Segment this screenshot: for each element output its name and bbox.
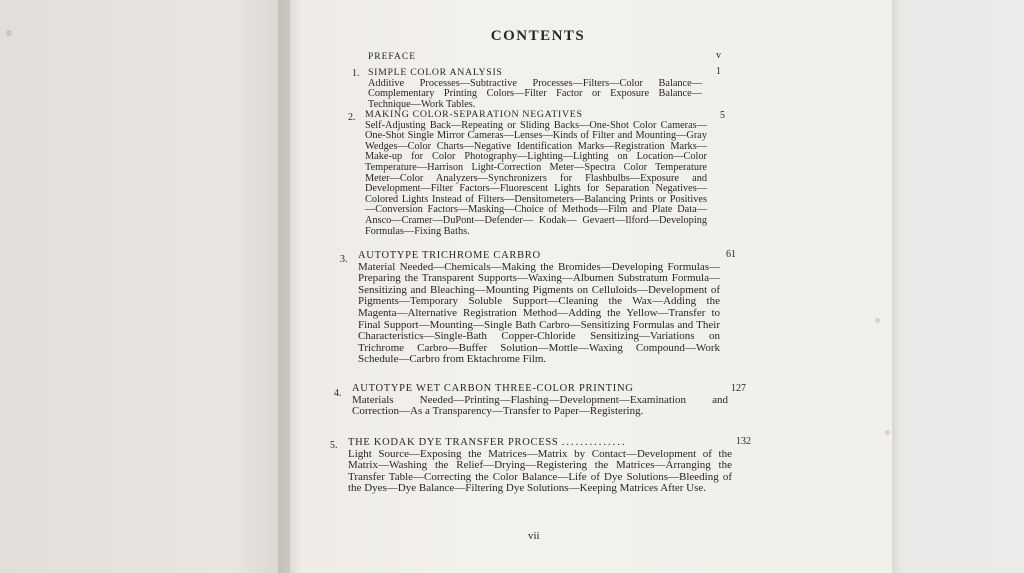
chapter-number: 3. xyxy=(340,254,348,265)
contents-entry xyxy=(348,437,732,495)
chapter-page-number: 132 xyxy=(736,436,751,447)
leader-dots: .............. xyxy=(561,437,627,448)
chapter-title: AUTOTYPE TRICHROME CARBRO xyxy=(358,250,541,261)
chapter-page-number: 1 xyxy=(716,66,721,77)
table-of-contents xyxy=(290,0,892,573)
left-page xyxy=(0,0,290,573)
chapter-topics: Additive Processes—Subtractive Processes—Filters—Color Balance—Complementary Printing Colors—Filter Factor or Exposure Balance—Technique—Work Tables. xyxy=(368,77,702,110)
page-title: CONTENTS xyxy=(490,28,586,44)
chapter-page-number: 61 xyxy=(726,249,736,260)
chapter-topics: Light Source—Exposing the Matrices—Matrix by Contact—Development of the Matrix—Washing the Relief—Drying—Registering the Matrices—Arranging the Transfer Table—Correcting the Color Balance—Life of Dye Solutions—Bleeding of the Dyes—Dye Balance—Filtering Dye Solutions—Keeping Matrices After Use. xyxy=(348,447,732,495)
chapter-title: AUTOTYPE WET CARBON THREE-COLOR PRINTING xyxy=(352,383,634,394)
chapter-number: 1. xyxy=(352,68,360,79)
page-folio: vii xyxy=(528,530,540,542)
chapter-topics: Self-Adjusting Back—Repeating or Sliding Backs—One-Shot Color Cameras—One-Shot Single Mirror Cameras—Lenses—Kinds of Filter and Mounting—Gray Wedges—Color Charts—Negative Identification Marks—Registration Marks—Make-up for Color Photography—Lighting—Lighting on Location—Color Temperature—Harrison Light-Correction Meter—Spectra Color Temperature Meter—Color Analyzers—Synchronizers for Flashbulbs—Exposure and Development—Filter Factors—Fluorescent Lights for Separation Negatives—Colored Lights Instead of Filters—Densitometers—Balancing Prints or Positives—Conversion Factors—Masking—Choice of Methods—Film and Plate Data—Ansco—Cramer—DuPont—Defender— Kodak— Gevaert—Ilford—Developing Formulas—Fixing Baths. xyxy=(365,119,707,237)
chapter-number: 4. xyxy=(334,388,342,399)
preface-page-number: v xyxy=(716,50,721,61)
contents-entry xyxy=(368,68,702,110)
chapter-page-number: 5 xyxy=(720,110,725,121)
chapter-number: 2. xyxy=(348,112,356,123)
chapter-number: 5. xyxy=(330,440,338,451)
chapter-topics: Materials Needed—Printing—Flashing—Development—Examination and Correction—As a Transparency—Transfer to Paper—Registering. xyxy=(352,393,728,418)
chapter-page-number: 127 xyxy=(731,383,746,394)
chapter-topics: Material Needed—Chemicals—Making the Bromides—Developing Formulas—Preparing the Transparent Supports—Waxing—Albumen Substratum Formula—Sensitizing and Bleaching—Mounting Pigments on Celluloids—Development of Pigments—Temporary Soluble Support—Cleaning the Wax—Adding the Magenta—Alternative Registration Method—Adding the Yellow—Transfer to Final Support—Mounting—Single Bath Carbro—Sensitizing Formulas and Their Characteristics—Single-Bath Copper-Chloride Sensitizing—Variations on Trichrome Carbro—Buffer Solution—Mottle—Waxing Compound—Work Schedule—Carbro from Ektachrome Film. xyxy=(358,260,720,366)
contents-entry xyxy=(352,383,728,418)
book-gutter-shadow xyxy=(278,0,302,573)
chapter-title: SIMPLE COLOR ANALYSIS xyxy=(368,67,503,78)
chapter-title: MAKING COLOR-SEPARATION NEGATIVES xyxy=(365,109,583,120)
contents-entry xyxy=(365,110,707,237)
contents-entry xyxy=(358,250,720,366)
contents-page xyxy=(290,0,892,573)
chapter-title: THE KODAK DYE TRANSFER PROCESS .............. xyxy=(348,437,627,448)
preface-label: PREFACE xyxy=(368,52,417,62)
